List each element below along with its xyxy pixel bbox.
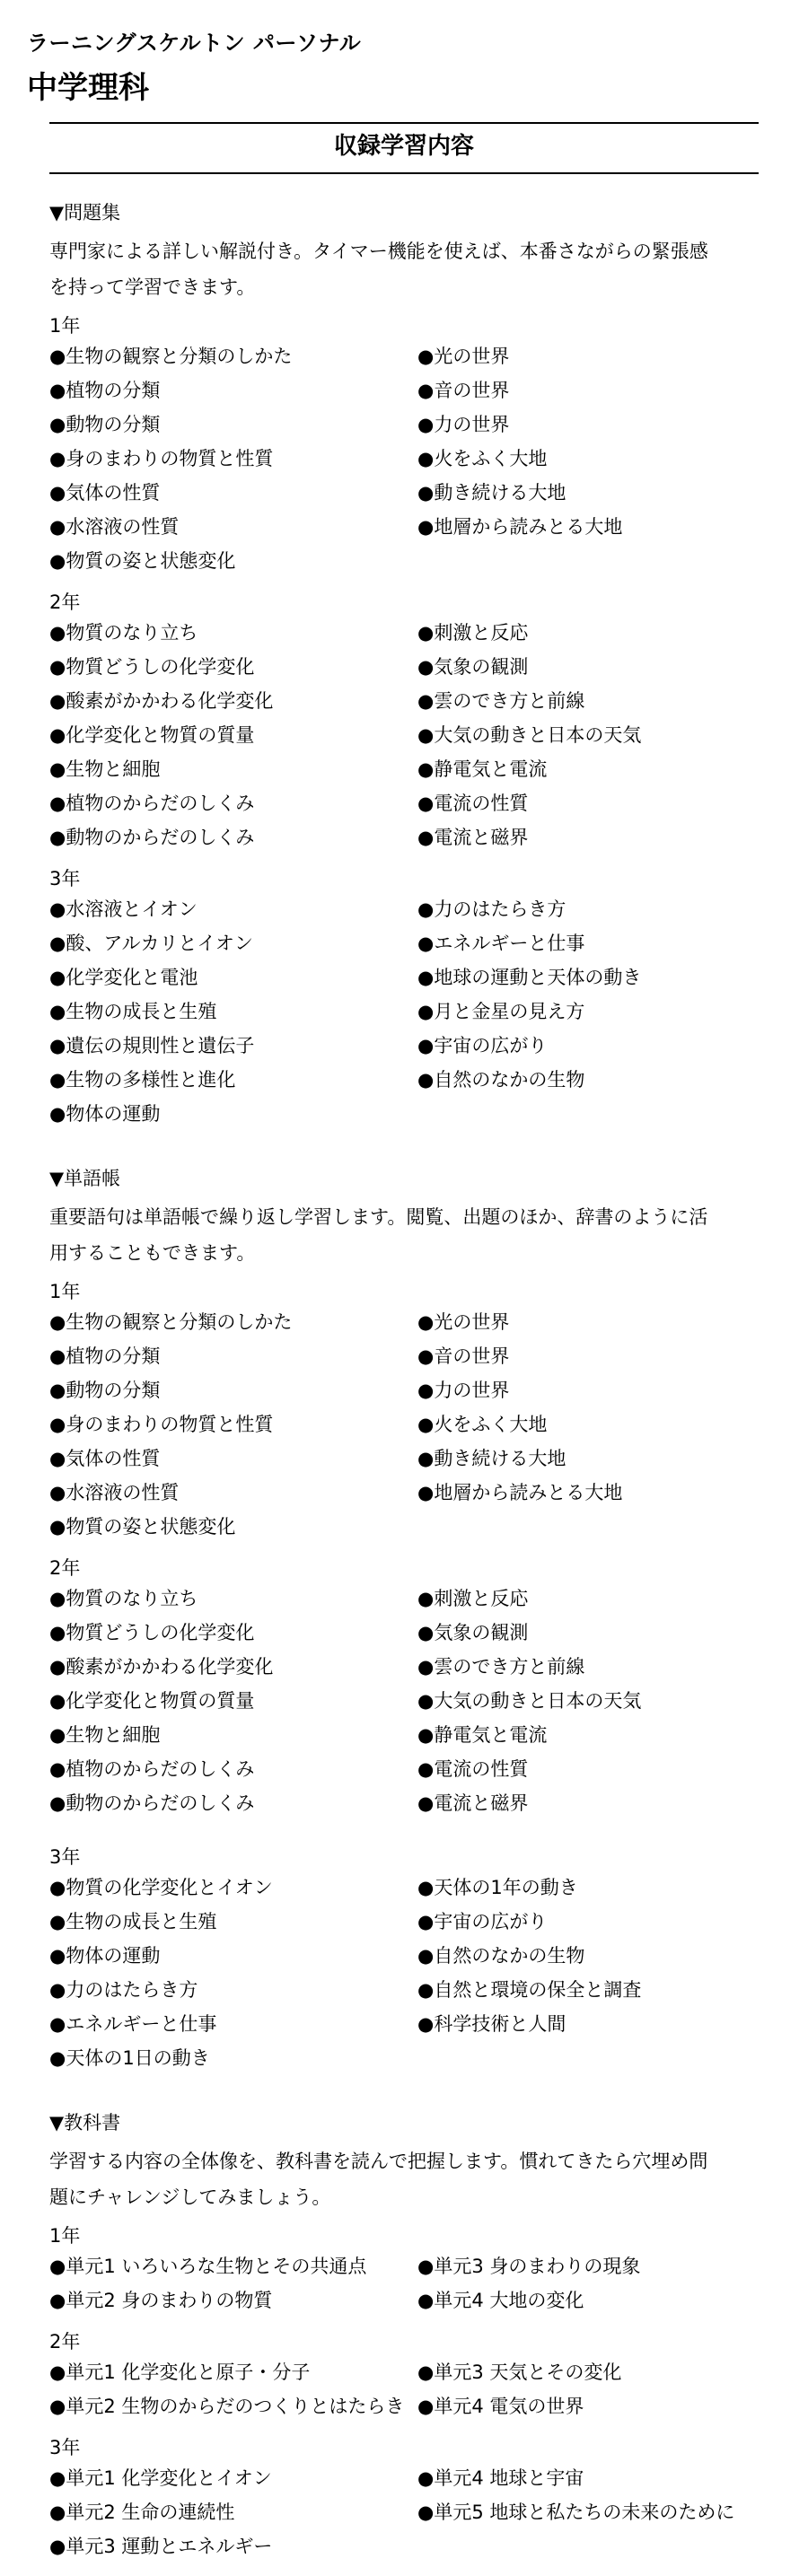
topic-item: ● 単元2 身のまわりの物質: [49, 2287, 417, 2321]
topic-item: ● 動物のからだのしくみ: [49, 824, 417, 858]
topic-item: ● 力のはたらき方: [417, 896, 768, 930]
topic-item: ● 物質どうしの化学変化: [49, 1619, 417, 1653]
topic-item: ● 単元3 天気とその変化: [417, 2359, 768, 2393]
topic-item: ● 静電気と電流: [417, 756, 768, 790]
topic-item: ● 電流の性質: [417, 790, 768, 824]
topic-item: ● 気体の性質: [49, 479, 417, 513]
topic-item: ● 地層から読みとる大地: [417, 1479, 768, 1513]
topic-item: ● 身のまわりの物質と性質: [49, 1411, 417, 1445]
topic-item: ● 生物と細胞: [49, 756, 417, 790]
topic-item: ● 気象の観測: [417, 1619, 768, 1653]
topic-list: [49, 2359, 768, 2427]
topic-item: ● 動き続ける大地: [417, 1445, 768, 1479]
topic-item: ● 自然と環境の保全と調査: [417, 1976, 768, 2011]
topic-item: ● 身のまわりの物質と性質: [49, 445, 417, 479]
topic-item: ● 動物の分類: [49, 411, 417, 445]
topic-item: ● 単元1 いろいろな生物とその共通点: [49, 2253, 417, 2287]
year-label: 3年: [49, 1846, 81, 1868]
topic-item: ● 宇宙の広がり: [417, 1032, 768, 1066]
topic-item: ● 天体の1年の動き: [417, 1874, 768, 1908]
year-label: 3年: [49, 868, 81, 889]
category-description: 重要語句は単語帳で繰り返し学習します。閲覧、出題のほか、辞書のように活 用することもできます。: [49, 1206, 708, 1264]
topic-item: ● 大気の動きと日本の天気: [417, 722, 768, 756]
topic-item: ● 自然のなかの生物: [417, 1066, 768, 1100]
topic-item: ● 生物の観察と分類のしかた: [49, 1309, 417, 1343]
topic-item: ● 物質の姿と状態変化: [49, 1513, 417, 1547]
topic-item: ● 動物の分類: [49, 1377, 417, 1411]
topic-item: ● 酸素がかかわる化学変化: [49, 1653, 417, 1687]
heading-divider: [49, 172, 759, 174]
topic-item: ● 動き続ける大地: [417, 479, 768, 513]
topic-item: ● 月と金星の見え方: [417, 998, 768, 1032]
topic-item: ● 刺激と反応: [417, 619, 768, 653]
topic-item: ● 火をふく大地: [417, 1411, 768, 1445]
topic-item: ● 力のはたらき方: [49, 1976, 417, 2011]
topic-item: ● 単元5 地球と私たちの未来のために: [417, 2499, 768, 2533]
topic-item: ● 生物と細胞: [49, 1722, 417, 1756]
category-title: ▼問題集: [49, 202, 121, 223]
topic-item: ● 力の世界: [417, 1377, 768, 1411]
topic-item: ● 単元3 身のまわりの現象: [417, 2253, 768, 2287]
topic-item: ● 化学変化と電池: [49, 964, 417, 998]
topic-list: [49, 1585, 768, 1824]
topic-list: [49, 343, 768, 582]
topic-item: ● 物質の化学変化とイオン: [49, 1874, 417, 1908]
topic-item: ● 植物の分類: [49, 377, 417, 411]
topic-item: ● 遺伝の規則性と遺伝子: [49, 1032, 417, 1066]
year-label: 2年: [49, 2331, 81, 2353]
topic-item: ● 力の世界: [417, 411, 768, 445]
topic-item: ● 生物の成長と生殖: [49, 1908, 417, 1942]
topic-list: [49, 619, 768, 858]
topic-item: ● 電流と磁界: [417, 1790, 768, 1824]
topic-item: ● 水溶液の性質: [49, 1479, 417, 1513]
topic-item: ● 光の世界: [417, 343, 768, 377]
topic-item: ● 単元4 電気の世界: [417, 2393, 768, 2427]
topic-item: ● 地球の運動と天体の動き: [417, 964, 768, 998]
topic-item: ● 物質のなり立ち: [49, 1585, 417, 1619]
topic-item: ● 刺激と反応: [417, 1585, 768, 1619]
topic-item: ● 物質のなり立ち: [49, 619, 417, 653]
topic-item: ● 水溶液の性質: [49, 513, 417, 548]
year-label: 2年: [49, 1557, 81, 1579]
category-mondaishu: [49, 199, 768, 1135]
top-divider: [49, 122, 759, 124]
topic-item: ● 生物の成長と生殖: [49, 998, 417, 1032]
topic-item: ● 音の世界: [417, 377, 768, 411]
topic-item: ● 気体の性質: [49, 1445, 417, 1479]
topic-item: ● 単元4 大地の変化: [417, 2287, 768, 2321]
topic-item: ● 植物の分類: [49, 1343, 417, 1377]
category-title: ▼教科書: [49, 2112, 121, 2134]
topic-item: ● エネルギーと仕事: [417, 930, 768, 964]
topic-item: ● 単元2 生物のからだのつくりとはたらき: [49, 2393, 417, 2427]
topic-item: ● 単元1 化学変化とイオン: [49, 2465, 417, 2499]
topic-item: ● 単元1 化学変化と原子・分子: [49, 2359, 417, 2393]
year-label: 1年: [49, 1281, 81, 1302]
topic-item: ● 電流の性質: [417, 1756, 768, 1790]
topic-item: ● 酸、アルカリとイオン: [49, 930, 417, 964]
topic-item: ● 天体の1日の動き: [49, 2045, 417, 2079]
topic-item: ● 物体の運動: [49, 1942, 417, 1976]
topic-item: ● 音の世界: [417, 1343, 768, 1377]
year-label: 2年: [49, 591, 81, 613]
topic-item: ● エネルギーと仕事: [49, 2011, 417, 2045]
topic-item: ● 科学技術と人間: [417, 2011, 768, 2045]
topic-item: ● 化学変化と物質の質量: [49, 722, 417, 756]
category-tangocho: [49, 1165, 768, 2079]
year-label: 3年: [49, 2437, 81, 2458]
topic-list: [49, 2465, 768, 2567]
topic-item: ● 大気の動きと日本の天気: [417, 1687, 768, 1722]
topic-item: ● 雲のでき方と前線: [417, 688, 768, 722]
topic-item: ● 自然のなかの生物: [417, 1942, 768, 1976]
topic-list: [49, 1309, 768, 1547]
topic-item: ● 宇宙の広がり: [417, 1908, 768, 1942]
topic-item: ● 光の世界: [417, 1309, 768, 1343]
topic-item: ● 地層から読みとる大地: [417, 513, 768, 548]
topic-list: [49, 896, 768, 1135]
category-description: 専門家による詳しい解説付き。タイマー機能を使えば、本番さながらの緊張感 を持って学習できます。: [49, 241, 708, 298]
topic-item: ● 雲のでき方と前線: [417, 1653, 768, 1687]
topic-item: ● 物質の姿と状態変化: [49, 548, 417, 582]
topic-item: ● 単元2 生命の連続性: [49, 2499, 417, 2533]
topic-item: ● 物質どうしの化学変化: [49, 653, 417, 688]
topic-list: [49, 1874, 768, 2079]
section-heading: 収録学習内容: [333, 133, 474, 160]
topic-item: ● 単元3 運動とエネルギー: [49, 2533, 417, 2567]
topic-item: ● 火をふく大地: [417, 445, 768, 479]
topic-item: ● 生物の観察と分類のしかた: [49, 343, 417, 377]
year-label: 1年: [49, 2225, 81, 2247]
topic-item: ● 植物のからだのしくみ: [49, 790, 417, 824]
page-title: 中学理科: [27, 70, 149, 106]
year-label: 1年: [49, 315, 81, 337]
topic-item: ● 水溶液とイオン: [49, 896, 417, 930]
topic-item: ● 生物の多様性と進化: [49, 1066, 417, 1100]
header-subtitle: ラーニングスケルトン パーソナル: [27, 31, 362, 56]
topic-item: ● 化学変化と物質の質量: [49, 1687, 417, 1722]
category-title: ▼単語帳: [49, 1168, 121, 1189]
category-description: 学習する内容の全体像を、教科書を読んで把握します。慣れてきたら穴埋め問 題にチャレンジしてみましょう。: [49, 2151, 708, 2208]
topic-item: ● 動物のからだのしくみ: [49, 1790, 417, 1824]
topic-item: ● 物体の運動: [49, 1100, 417, 1135]
topic-item: ● 静電気と電流: [417, 1722, 768, 1756]
topic-item: ● 電流と磁界: [417, 824, 768, 858]
topic-list: [49, 2253, 768, 2321]
topic-item: ● 気象の観測: [417, 653, 768, 688]
category-kyokasho: [49, 2109, 768, 2567]
topic-item: ● 酸素がかかわる化学変化: [49, 688, 417, 722]
topic-item: ● 植物のからだのしくみ: [49, 1756, 417, 1790]
topic-item: ● 単元4 地球と宇宙: [417, 2465, 768, 2499]
